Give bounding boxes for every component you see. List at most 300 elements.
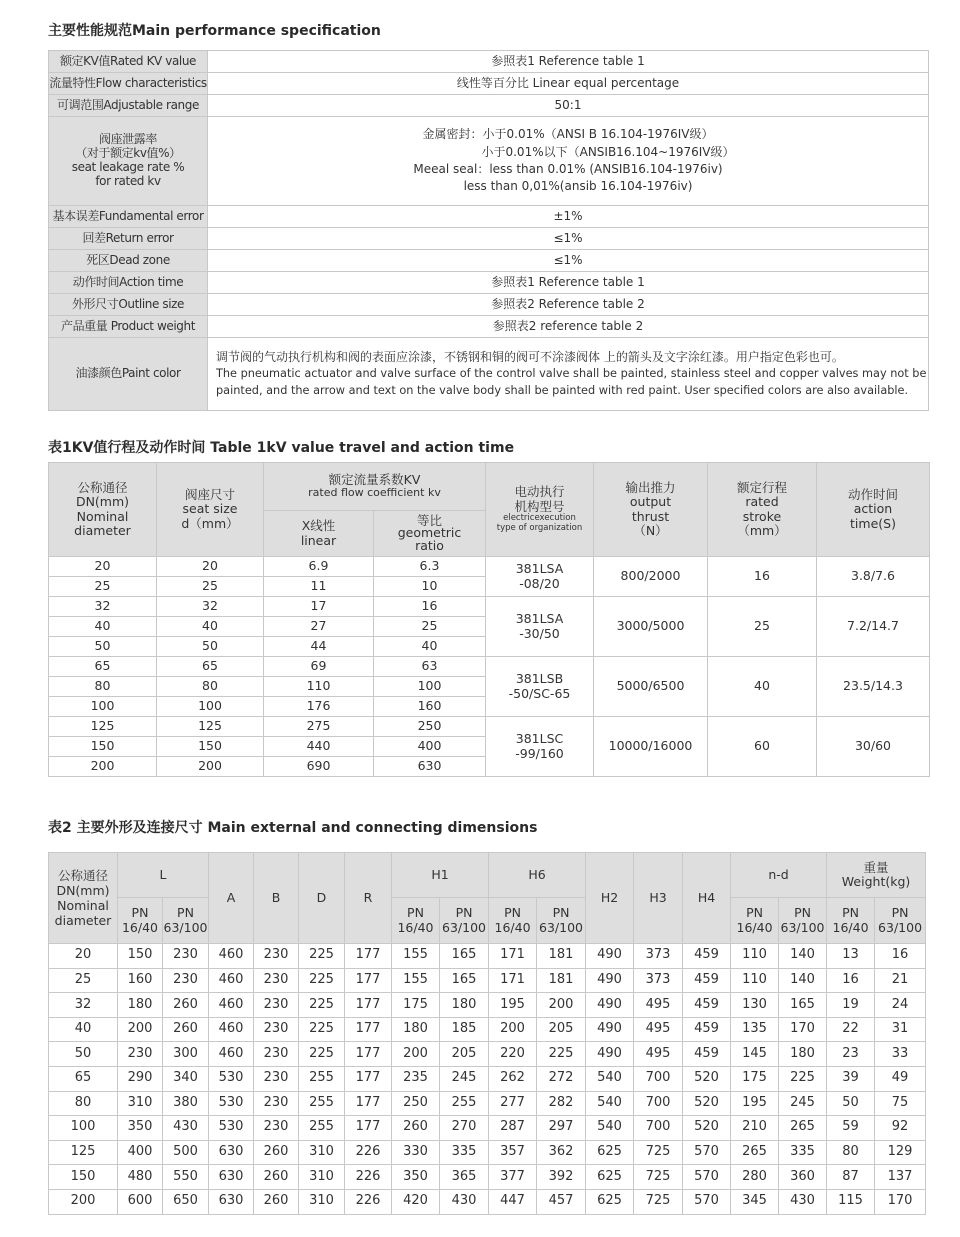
table-cell: 255 — [440, 1091, 489, 1116]
table-cell: 100 — [374, 677, 486, 697]
table-cell: 59 — [827, 1116, 875, 1141]
header-line: 63/100 — [163, 919, 208, 935]
header-line: time(S) — [850, 515, 896, 531]
header-line: 63/100 — [780, 919, 825, 935]
table-cell: 80 — [827, 1140, 875, 1165]
table-row — [49, 968, 926, 993]
table-cell: 65 — [49, 657, 157, 677]
model-line: 381LSC — [515, 731, 564, 747]
table-cell: 235 — [392, 1066, 440, 1091]
table-cell: 460 — [209, 968, 254, 993]
table-cell: 260 — [163, 1017, 209, 1042]
table-cell: 181 — [537, 944, 586, 969]
model-line: -08/20 — [519, 575, 560, 591]
table-cell: 39 — [827, 1066, 875, 1091]
table-cell: 500 — [163, 1140, 209, 1165]
spec-row — [49, 272, 929, 294]
spec-row-paint — [49, 338, 929, 411]
header-pn — [392, 898, 440, 944]
table-cell: 459 — [683, 1042, 731, 1067]
header-linear — [264, 511, 374, 557]
table-row — [49, 944, 926, 969]
table-row — [49, 557, 930, 577]
table-cell: 205 — [440, 1042, 489, 1067]
model-line: 381LSB — [515, 671, 564, 687]
table-cell: 110 — [731, 968, 779, 993]
table-cell: 180 — [392, 1017, 440, 1042]
table-cell: 25 — [49, 968, 118, 993]
table-cell: 230 — [254, 1116, 299, 1141]
table-cell: 145 — [731, 1042, 779, 1067]
table-cell: 150 — [118, 944, 163, 969]
spec-label: 流量特性Flow characteristics — [49, 73, 208, 95]
table-cell: 110 — [264, 677, 374, 697]
table-cell: 260 — [392, 1116, 440, 1141]
table-cell: 282 — [537, 1091, 586, 1116]
table-cell: 230 — [118, 1042, 163, 1067]
header-B: B — [254, 853, 299, 944]
table-cell: 230 — [254, 1091, 299, 1116]
spec-value: 线性等百分比 Linear equal percentage — [208, 73, 929, 95]
header-line: 额定流量系数KV — [328, 471, 421, 487]
table-cell: 262 — [489, 1066, 537, 1091]
table-cell: 177 — [345, 1091, 392, 1116]
actuator-model-cell — [486, 657, 594, 717]
table-cell: 260 — [163, 993, 209, 1018]
table-cell: 16 — [374, 597, 486, 617]
table-cell: 230 — [254, 1042, 299, 1067]
table-cell: 150 — [157, 737, 264, 757]
table-cell: 125 — [49, 717, 157, 737]
spec-label: 回差Return error — [49, 228, 208, 250]
header-line: linear — [300, 532, 337, 548]
table-cell: 495 — [634, 1017, 683, 1042]
table-cell: 21 — [875, 968, 926, 993]
leakage-value-line: Meeal seal：less than 0.01% (ANSIB16.104-1976iv) — [413, 162, 723, 176]
spec-label: 产品重量 Product weight — [49, 316, 208, 338]
spec-row — [49, 51, 929, 73]
table-cell: 100 — [157, 697, 264, 717]
table-cell: 490 — [586, 1042, 634, 1067]
table-cell: 360 — [779, 1165, 827, 1190]
header-line: PN — [794, 905, 811, 921]
table-cell: 459 — [683, 944, 731, 969]
table-row — [49, 1116, 926, 1141]
table-cell: 630 — [209, 1165, 254, 1190]
paint-value-line: 调节阀的气动执行机构和阀的表面应涂漆，不锈钢和铜的阀可不涂漆阀体 上的箭头及文字涂红漆。用户指定色彩也可。 — [216, 349, 844, 364]
table-cell: 459 — [683, 968, 731, 993]
stroke-cell: 60 — [708, 717, 817, 777]
table-cell: 125 — [49, 1140, 118, 1165]
table-cell: 350 — [392, 1165, 440, 1190]
table-cell: 330 — [392, 1140, 440, 1165]
table-cell: 44 — [264, 637, 374, 657]
table-cell: 230 — [254, 1017, 299, 1042]
leakage-label-line: seat leakage rate % — [71, 160, 185, 174]
table-cell: 25 — [49, 577, 157, 597]
spec-value: 参照表2 reference table 2 — [208, 316, 929, 338]
table-cell: 92 — [875, 1116, 926, 1141]
table-cell: 225 — [299, 1017, 345, 1042]
table-row — [49, 657, 930, 677]
header-line: 16/40 — [397, 919, 434, 935]
table-cell: 155 — [392, 968, 440, 993]
model-line: 381LSA — [515, 561, 564, 577]
table-cell: 520 — [683, 1066, 731, 1091]
table-cell: 690 — [264, 757, 374, 777]
table-cell: 25 — [374, 617, 486, 637]
leakage-value-line: less than 0,01%(ansib 16.104-1976iv) — [463, 179, 693, 194]
table-cell: 365 — [440, 1165, 489, 1190]
table-cell: 230 — [254, 993, 299, 1018]
table-cell: 490 — [586, 944, 634, 969]
table-row — [49, 717, 930, 737]
table-cell: 725 — [634, 1165, 683, 1190]
table-cell: 20 — [157, 557, 264, 577]
header-line: Nominal — [76, 508, 129, 524]
table-cell: 530 — [209, 1116, 254, 1141]
table-cell: 195 — [731, 1091, 779, 1116]
table-cell: 540 — [586, 1066, 634, 1091]
table-cell: 130 — [731, 993, 779, 1018]
header-pn — [440, 898, 489, 944]
table-cell: 630 — [374, 757, 486, 777]
table-cell: 250 — [392, 1091, 440, 1116]
table-cell: 65 — [49, 1066, 118, 1091]
table-cell: 50 — [49, 637, 157, 657]
table-cell: 277 — [489, 1091, 537, 1116]
table-cell: 335 — [779, 1140, 827, 1165]
table-cell: 6.9 — [264, 557, 374, 577]
header-line: 63/100 — [539, 919, 584, 935]
header-pn — [163, 898, 209, 944]
stroke-cell: 40 — [708, 657, 817, 717]
header-output-thrust — [594, 463, 708, 557]
table-cell: 125 — [157, 717, 264, 737]
header-line: 公称通径 — [77, 479, 128, 495]
table-cell: 80 — [157, 677, 264, 697]
paint-label: 油漆颜色Paint color — [49, 338, 208, 411]
table-cell: 725 — [634, 1140, 683, 1165]
header-line: PN — [131, 905, 149, 921]
header-line: 等比 — [416, 512, 442, 528]
table-cell: 430 — [163, 1116, 209, 1141]
table-cell: 625 — [586, 1165, 634, 1190]
table-cell: 115 — [827, 1189, 875, 1214]
header-line: diameter — [74, 522, 131, 538]
table-cell: 40 — [49, 1017, 118, 1042]
table-cell: 650 — [163, 1189, 209, 1214]
table-cell: 230 — [254, 1066, 299, 1091]
table-cell: 230 — [163, 944, 209, 969]
actuator-model-cell — [486, 557, 594, 597]
table-cell: 200 — [489, 1017, 537, 1042]
header-line: seat size — [182, 501, 238, 517]
spec-label: 动作时间Action time — [49, 272, 208, 294]
table-cell: 373 — [634, 968, 683, 993]
header-line: （N） — [633, 522, 668, 538]
spec-title: 主要性能规范Main performance specification — [48, 23, 381, 39]
table-cell: 440 — [264, 737, 374, 757]
table-cell: 392 — [537, 1165, 586, 1190]
header-L: L — [118, 853, 209, 898]
table-cell: 110 — [731, 944, 779, 969]
table-row — [49, 1140, 926, 1165]
spec-value: 参照表1 Reference table 1 — [208, 51, 929, 73]
table-cell: 520 — [683, 1091, 731, 1116]
table-cell: 540 — [586, 1116, 634, 1141]
table-cell: 255 — [299, 1116, 345, 1141]
spec-row — [49, 228, 929, 250]
table-cell: 23 — [827, 1042, 875, 1067]
table-cell: 177 — [345, 1017, 392, 1042]
header-geometric-ratio — [374, 511, 486, 557]
header-line: PN — [552, 905, 570, 921]
table-cell: 459 — [683, 1017, 731, 1042]
table-cell: 31 — [875, 1017, 926, 1042]
paint-value-line: The pneumatic actuator and valve surface of the control valve shall be painted, stainless steel and copper valves may not be — [216, 367, 927, 381]
table-cell: 447 — [489, 1189, 537, 1214]
leakage-label — [49, 117, 208, 206]
table-cell: 550 — [163, 1165, 209, 1190]
table-cell: 181 — [537, 968, 586, 993]
header-pn — [731, 898, 779, 944]
spec-label: 死区Dead zone — [49, 250, 208, 272]
table-cell: 225 — [537, 1042, 586, 1067]
table-cell: 400 — [374, 737, 486, 757]
table-cell: 200 — [118, 1017, 163, 1042]
table-cell: 171 — [489, 968, 537, 993]
header-nominal-diameter — [49, 463, 157, 557]
table-cell: 480 — [118, 1165, 163, 1190]
header-A: A — [209, 853, 254, 944]
table-cell: 460 — [209, 993, 254, 1018]
header-seat-size — [157, 463, 264, 557]
table-cell: 100 — [49, 1116, 118, 1141]
table-cell: 430 — [440, 1189, 489, 1214]
table-cell: 22 — [827, 1017, 875, 1042]
header-line: ratio — [415, 537, 444, 553]
table-cell: 150 — [49, 1165, 118, 1190]
table-cell: 200 — [392, 1042, 440, 1067]
table-cell: 177 — [345, 944, 392, 969]
header-line: 输出推力 — [625, 479, 676, 495]
header-line: PN — [746, 905, 763, 921]
table-cell: 177 — [345, 1116, 392, 1141]
header-line: 动作时间 — [847, 486, 898, 502]
table-cell: 260 — [254, 1140, 299, 1165]
kv-travel-action-table — [48, 462, 930, 777]
table-row — [49, 1091, 926, 1116]
header-line: PN — [504, 905, 521, 921]
header-pn — [875, 898, 926, 944]
table-cell: 460 — [209, 1042, 254, 1067]
model-line: -99/160 — [515, 745, 564, 761]
table-cell: 377 — [489, 1165, 537, 1190]
external-dimensions-table — [48, 852, 926, 1215]
table-cell: 200 — [49, 757, 157, 777]
table-cell: 520 — [683, 1116, 731, 1141]
header-line: 16/40 — [832, 919, 869, 935]
spec-row — [49, 95, 929, 117]
table-cell: 140 — [779, 968, 827, 993]
table-cell: 195 — [489, 993, 537, 1018]
table-cell: 272 — [537, 1066, 586, 1091]
actuator-model-cell — [486, 597, 594, 657]
table-cell: 310 — [299, 1189, 345, 1214]
table-cell: 176 — [264, 697, 374, 717]
header-line: 63/100 — [878, 919, 923, 935]
table-cell: 180 — [118, 993, 163, 1018]
table-cell: 32 — [49, 597, 157, 617]
table-cell: 362 — [537, 1140, 586, 1165]
spec-label: 基本误差Fundamental error — [49, 206, 208, 228]
header-line: electricexecution — [503, 513, 576, 524]
header-line: X线性 — [301, 518, 336, 534]
table-cell: 625 — [586, 1189, 634, 1214]
spec-value: 参照表2 Reference table 2 — [208, 294, 929, 316]
header-n-d: n-d — [731, 853, 827, 898]
model-line: -30/50 — [519, 625, 560, 641]
spec-value: 参照表1 Reference table 1 — [208, 272, 929, 294]
table-cell: 700 — [634, 1116, 683, 1141]
table-cell: 530 — [209, 1091, 254, 1116]
header-pn — [827, 898, 875, 944]
header-line: type of organization — [496, 522, 583, 533]
table1-body — [49, 557, 930, 777]
table-cell: 260 — [254, 1189, 299, 1214]
table-cell: 570 — [683, 1165, 731, 1190]
table-cell: 226 — [345, 1189, 392, 1214]
table-row — [49, 1042, 926, 1067]
header-line: Weight(kg) — [841, 874, 911, 889]
leakage-value-line: 金属密封：小于0.01%（ANSI B 16.104-1976IV级） — [422, 127, 714, 142]
time-cell: 3.8/7.6 — [817, 557, 930, 597]
paint-value-line: painted, and the arrow and text on the valve body shall be painted with red paint. User specified colors are also available. — [216, 383, 909, 397]
spec-row — [49, 73, 929, 95]
header-action-time — [817, 463, 930, 557]
table-cell: 260 — [254, 1165, 299, 1190]
table-cell: 165 — [440, 944, 489, 969]
table-cell: 460 — [209, 944, 254, 969]
table-cell: 495 — [634, 993, 683, 1018]
header-line: 16/40 — [736, 919, 773, 935]
table-cell: 11 — [264, 577, 374, 597]
table-cell: 69 — [264, 657, 374, 677]
table-cell: 20 — [49, 557, 157, 577]
actuator-model-cell — [486, 717, 594, 777]
table-cell: 200 — [157, 757, 264, 777]
table-cell: 40 — [157, 617, 264, 637]
table-cell: 50 — [49, 1042, 118, 1067]
table-cell: 205 — [537, 1017, 586, 1042]
table-cell: 19 — [827, 993, 875, 1018]
table-row — [49, 993, 926, 1018]
table-row — [49, 597, 930, 617]
thrust-cell: 5000/6500 — [594, 657, 708, 717]
header-line: 阀座尺寸 — [184, 486, 235, 502]
spec-value: ≤1% — [208, 250, 929, 272]
table1-title: 表1KV值行程及动作时间 Table 1kV value travel and action time — [48, 440, 515, 456]
table2-title: 表2 主要外形及连接尺寸 Main external and connecting dimensions — [48, 820, 538, 836]
spec-row — [49, 250, 929, 272]
table-cell: 230 — [254, 944, 299, 969]
header-line: DN(mm) — [75, 494, 130, 510]
table-cell: 6.3 — [374, 557, 486, 577]
spec-value: ≤1% — [208, 228, 929, 250]
table-cell: 310 — [299, 1140, 345, 1165]
table-cell: 200 — [537, 993, 586, 1018]
header-line: PN — [455, 905, 473, 921]
header-line: DN(mm) — [56, 883, 110, 898]
table-cell: 40 — [49, 617, 157, 637]
table-cell: 180 — [440, 993, 489, 1018]
table-cell: 10 — [374, 577, 486, 597]
table-cell: 270 — [440, 1116, 489, 1141]
leakage-label-line: 阀座泄露率 — [98, 132, 157, 147]
table-cell: 185 — [440, 1017, 489, 1042]
table-cell: 27 — [264, 617, 374, 637]
table-cell: 180 — [779, 1042, 827, 1067]
table-cell: 225 — [779, 1066, 827, 1091]
table-cell: 129 — [875, 1140, 926, 1165]
spec-value: 50:1 — [208, 95, 929, 117]
time-cell: 7.2/14.7 — [817, 597, 930, 657]
spec-row — [49, 206, 929, 228]
table-cell: 49 — [875, 1066, 926, 1091]
header-nominal-diameter — [49, 853, 118, 944]
table-cell: 226 — [345, 1165, 392, 1190]
table-cell: 17 — [264, 597, 374, 617]
table-cell: 177 — [345, 968, 392, 993]
header-line: 重量 — [863, 859, 889, 875]
header-line: 63/100 — [442, 919, 486, 935]
table-cell: 245 — [440, 1066, 489, 1091]
table-cell: 226 — [345, 1140, 392, 1165]
table-cell: 570 — [683, 1140, 731, 1165]
header-pn — [118, 898, 163, 944]
header-H1: H1 — [392, 853, 489, 898]
table-cell: 265 — [779, 1116, 827, 1141]
table-cell: 230 — [254, 968, 299, 993]
table-cell: 630 — [209, 1189, 254, 1214]
table-cell: 335 — [440, 1140, 489, 1165]
table-cell: 310 — [299, 1165, 345, 1190]
header-line: Nominal — [57, 898, 109, 913]
paint-value — [208, 338, 929, 411]
table-cell: 171 — [489, 944, 537, 969]
header-line: 机构型号 — [514, 498, 565, 514]
table-cell: 265 — [731, 1140, 779, 1165]
stroke-cell: 16 — [708, 557, 817, 597]
table-cell: 287 — [489, 1116, 537, 1141]
table-cell: 700 — [634, 1066, 683, 1091]
table-cell: 20 — [49, 944, 118, 969]
spec-row — [49, 294, 929, 316]
table-cell: 459 — [683, 993, 731, 1018]
table-cell: 225 — [299, 944, 345, 969]
table-cell: 87 — [827, 1165, 875, 1190]
table-cell: 100 — [49, 697, 157, 717]
table-cell: 230 — [163, 968, 209, 993]
table-cell: 225 — [299, 993, 345, 1018]
leakage-value — [208, 117, 929, 206]
table-row — [49, 1066, 926, 1091]
header-H4: H4 — [683, 853, 731, 944]
header-line: PN — [891, 905, 909, 921]
table-cell: 177 — [345, 1066, 392, 1091]
header-line: action — [853, 501, 893, 517]
